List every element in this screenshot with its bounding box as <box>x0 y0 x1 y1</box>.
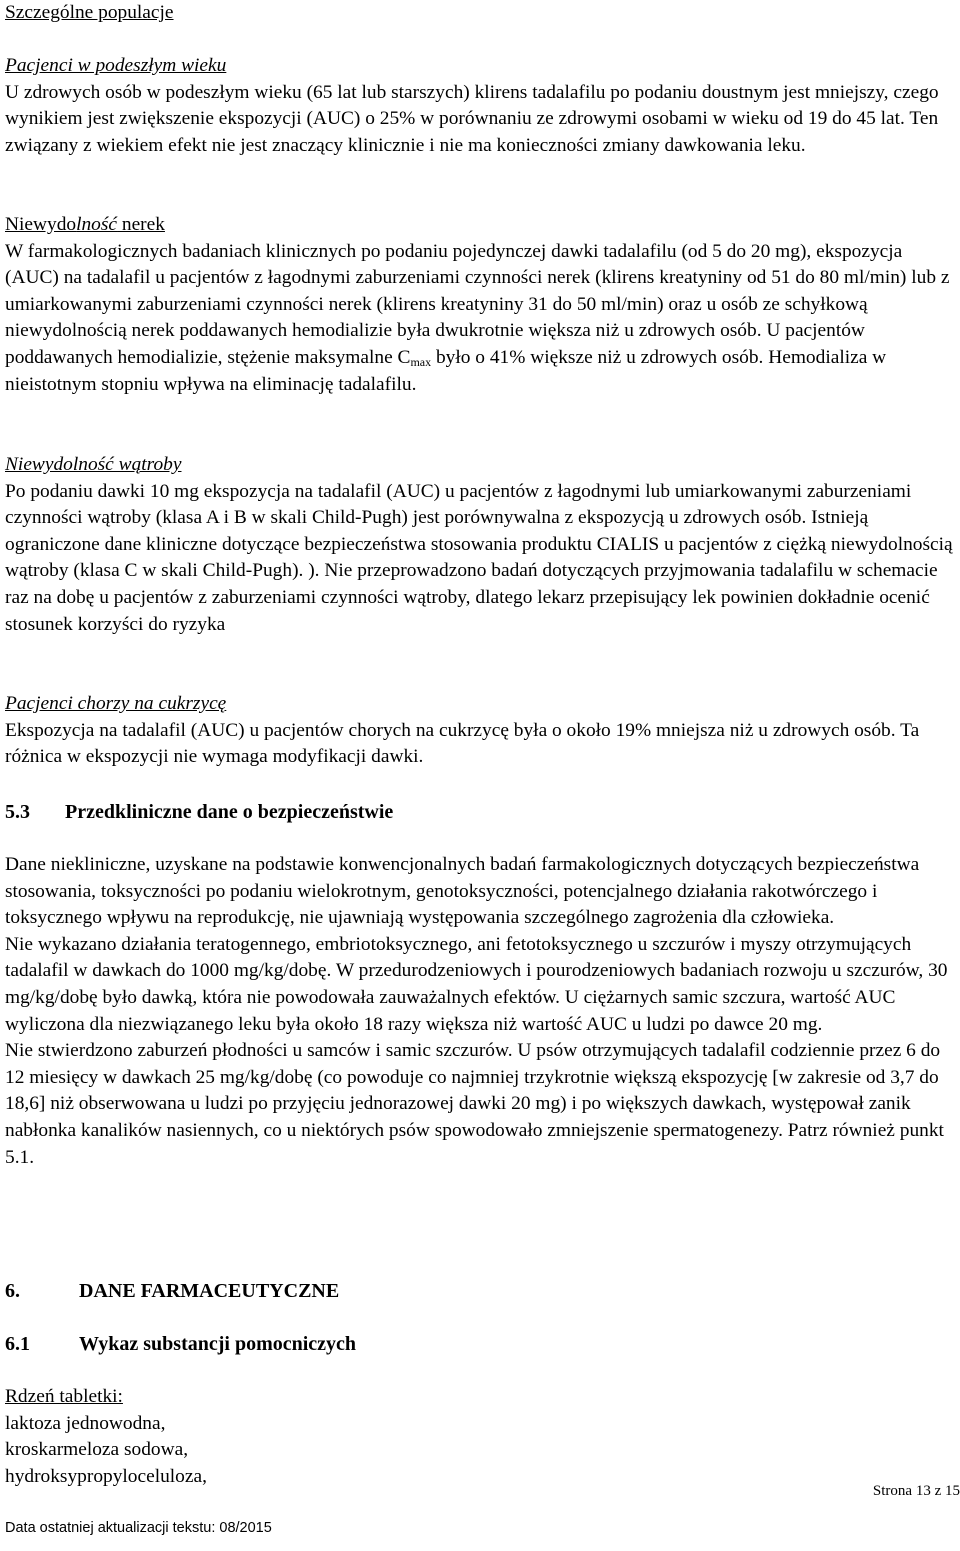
section-title: Szczególne populacje <box>5 2 174 23</box>
preclinical-para-3: Nie stwierdzono zaburzeń płodności u samców i samic szczurów. U psów otrzymujących tadalafil codziennie przez 6 do 12 miesięcy w dawkach 25 mg/kg/dobę (co powoduje co najmniej trzykrotnie większą ekspozycję [w zakresie od 3,7 do 18,6] niż obserwowana u ludzi po przyjęciu jednorazowej dawki 20 mg) i po większych dawkach, występował zanik nabłonka kanalików nasiennych, co u niektórych psów spowodowało zmniejszenie spermatogenezy. Patrz również punkt 5.1. <box>5 1040 944 1168</box>
section-5-3-body <box>5 852 955 1171</box>
diabetes-section <box>5 691 955 771</box>
section-6-1-heading <box>5 1331 955 1358</box>
hepatic-title: Niewydolność wątroby <box>5 454 182 475</box>
hepatic-section <box>5 452 955 638</box>
section-5-3-title: Przedkliniczne dane o bezpieczeństwie <box>65 801 394 823</box>
renal-title-part1: Niewydo <box>5 214 77 235</box>
section-5-3-heading <box>5 799 955 826</box>
core-section <box>5 1384 955 1490</box>
elderly-text: U zdrowych osób w podeszłym wieku (65 lat lub starszych) klirens tadalafilu po podaniu doustnym jest mniejszy, czego wynikiem jest zwiększenie ekspozycji (AUC) o 25% w porównaniu ze zdrowymi osobami w wieku od 19 do 45 lat. Ten związany z wiekiem efekt nie jest znaczący klinicznie i nie ma konieczności zmiany dawkowania leku. <box>5 81 939 156</box>
cmax-subscript: max <box>410 354 432 369</box>
elderly-section <box>5 53 955 159</box>
renal-text <box>5 239 955 399</box>
core-title: Rdzeń tabletki: <box>5 1386 123 1407</box>
renal-title-part3: nerek <box>117 214 165 235</box>
renal-title-part2: lność <box>76 214 118 235</box>
page-number: Strona 13 z 15 <box>872 1483 960 1499</box>
renal-text-after: było o 41% większe niż u zdrowych osób. Hemodializa w nieistotnym stopniu wpływa na eliminację tadalafilu. <box>5 346 887 395</box>
elderly-title: Pacjenci w podeszłym wieku <box>5 55 227 76</box>
section-6-heading <box>5 1278 955 1305</box>
core-item: kroskarmeloza sodowa, <box>5 1439 189 1461</box>
section-6-1-number: 6.1 <box>5 1333 30 1355</box>
section-6-title: DANE FARMACEUTYCZNE <box>79 1280 340 1302</box>
section-title-block <box>5 0 955 27</box>
renal-text-before: W farmakologicznych badaniach klinicznych po podaniu pojedynczej dawki tadalafilu (od 5 do 20 mg), ekspozycja (AUC) na tadalafil u pacjentów z łagodnymi zaburzeniami czynności nerek (klirens kreatyniny od 51 do 80 ml/min) lub z umiarkowanymi zaburzeniami czynności nerek (klirens kreatyniny 31 do 50 ml/min) oraz u osób ze schyłkową niewydolnością nerek poddawanych hemodializie była dwukrotnie większa niż u zdrowych osób. U pacjentów poddawanych hemodializie, stężenie maksymalne C <box>5 240 950 368</box>
diabetes-title: Pacjenci chorzy na cukrzycę <box>5 693 227 714</box>
hepatic-text: Po podaniu dawki 10 mg ekspozycja na tadalafil (AUC) u pacjentów z łagodnymi lub umiarkowanymi zaburzeniami czynności wątroby (klasa A i B w skali Child-Pugh) jest porównywalna z ekspozycją u zdrowych osób. Istnieją ograniczone dane kliniczne dotyczące bezpieczeństwa stosowania produktu CIALIS u pacjentów z ciężką niewydolnością wątroby (klasa C w skali Child-Pugh). ). Nie przeprowadzono badań dotyczących przyjmowania tadalafilu w schemacie raz na dobę u pacjentów z zaburzeniami czynności wątroby, dlatego lekarz przepisujący lek powinien dokładnie ocenić stosunek korzyści do ryzyka <box>5 480 953 635</box>
renal-title <box>5 212 955 239</box>
section-6-1-title: Wykaz substancji pomocniczych <box>79 1333 357 1355</box>
core-item: laktoza jednowodna, <box>5 1412 166 1434</box>
diabetes-text: Ekspozycja na tadalafil (AUC) u pacjentów chorych na cukrzycę była o około 19% mniejsza niż u zdrowych osób. Ta różnica w ekspozycji nie wymaga modyfikacji dawki. <box>5 719 920 768</box>
section-6-number: 6. <box>5 1280 20 1302</box>
core-item: hydroksypropyloceluloza, <box>5 1465 207 1487</box>
preclinical-para-2: Nie wykazano działania teratogennego, embriotoksycznego, ani fetotoksycznego u szczurów i myszy otrzymujących tadalafil w dawkach do 1000 mg/kg/dobę. W przedurodzeniowych i pourodzeniowych badaniach rozwoju u szczurów, 30 mg/kg/dobę było dawką, która nie powodowała zauważalnych efektów. U ciężarnych samic szczura, wartość AUC wyliczona dla niezwiązanego leku była około 18 razy większa niż wartość AUC u ludzi po dawce 20 mg. <box>5 933 948 1035</box>
preclinical-para-1: Dane niekliniczne, uzyskane na podstawie konwencjonalnych badań farmakologicznych dotyczących bezpieczeństwa stosowania, toksyczności po podaniu wielokrotnym, genotoksyczności, potencjalnego działania rakotwórczego i toksycznego wpływu na reprodukcję, nie ujawniają występowania szczególnego zagrożenia dla człowieka. <box>5 854 920 929</box>
section-5-3-number: 5.3 <box>5 801 30 823</box>
update-date: Data ostatniej aktualizacji tekstu: 08/2015 <box>5 1520 272 1536</box>
renal-section <box>5 212 955 398</box>
